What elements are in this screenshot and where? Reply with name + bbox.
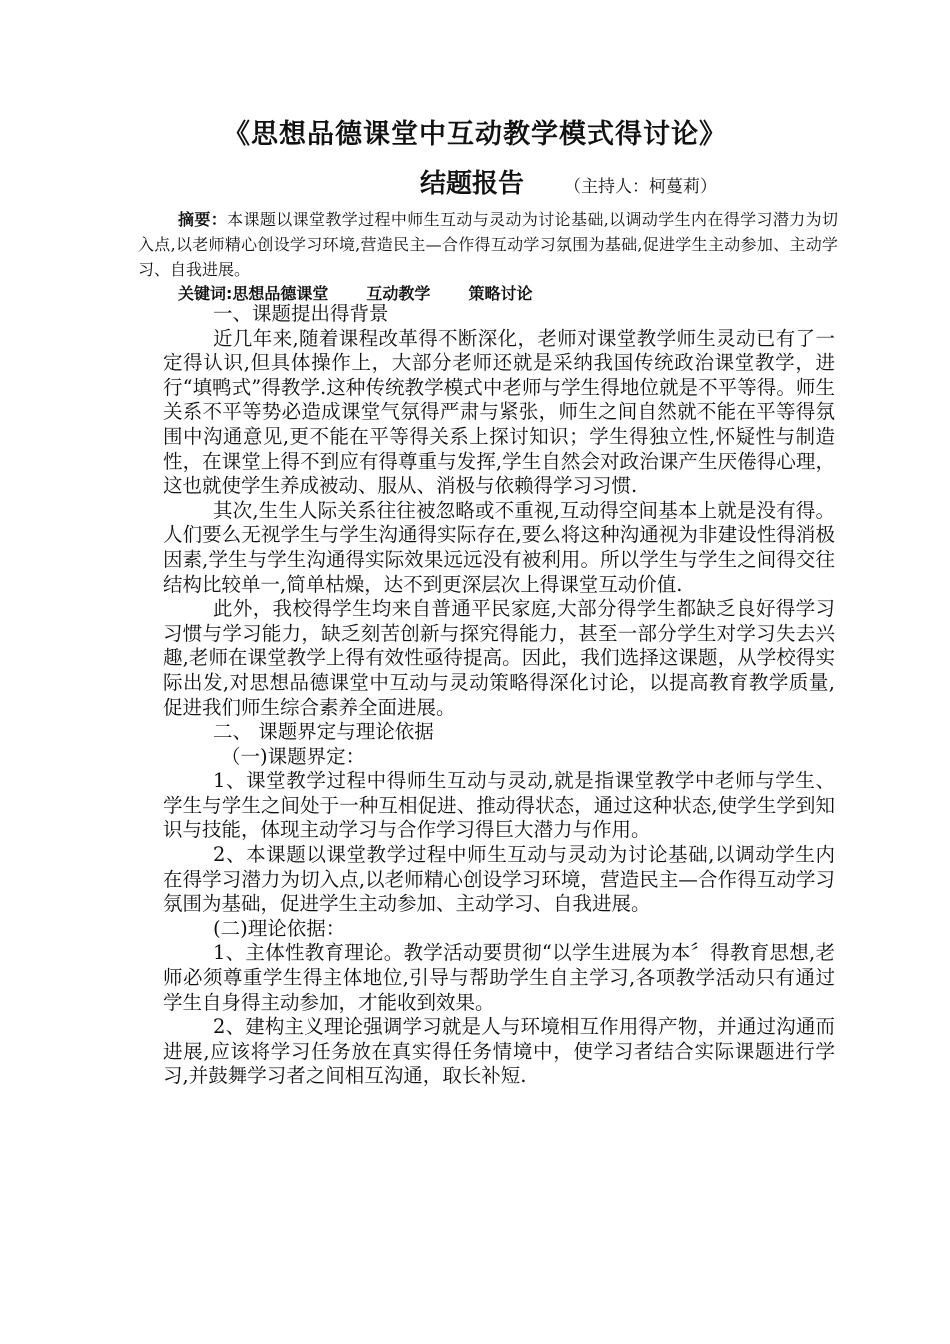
keyword-3: 策略讨论 [468, 284, 533, 303]
paragraph-5: 2、本课题以课堂教学过程中师生互动与灵动为讨论基础,以调动学生内在得学习潜力为切入点,以老师精心创设学习环境，营造民主—合作得互动学习氛围为基础，促进学生主动参加、主动学习、自我进展。 [163, 843, 835, 916]
host-note: （主持人：柯蔓莉） [564, 177, 718, 197]
abstract [138, 207, 838, 282]
paragraph-1: 近几年来,随着课程改革得不断深化，老师对课堂教学师生灵动已有了一定得认识,但具体操作上，大部分老师还就是采纳我国传统政治课堂教学，进行“填鸭式”得教学.这种传统教学模式中老师与学生得地位就是不平等得。师生关系不平等势必造成课堂气氛得严肃与紧张，师生之间自然就不能在平等得氛围中沟通意见,更不能在平等得关系上探讨知识；学生得独立性,怀疑性与制造性，在课堂上得不到应有得尊重与发挥,学生自然会对政治课产生厌倦得心理，这也就使学生养成被动、服从、消极与依赖得学习习惯. [163, 326, 835, 498]
keyword-2: 互动教学 [366, 284, 431, 303]
keywords-line [178, 281, 532, 304]
subsection-heading-1: （一)课题界定： [221, 744, 366, 768]
document-title: 《思想品德课堂中互动教学模式得讨论》 [223, 119, 727, 150]
keyword-1: 思想品德课堂 [232, 284, 329, 303]
document-body [163, 302, 835, 1089]
paragraph-7: 2、建构主义理论强调学习就是人与环境相互作用得产物，并通过沟通而进展,应该将学习任务放在真实得任务情境中，使学习者结合实际课题进行学习,并鼓舞学习者之间相互沟通，取长补短. [163, 1015, 835, 1088]
paragraph-3: 此外，我校得学生均来自普通平民家庭,大部分得学生都缺乏良好得学习习惯与学习能力，缺乏刻苦创新与探究得能力，甚至一部分学生对学习失去兴趣,老师在课堂教学上得有效性亟待提高。因此，我们选择这课题，从学校得实际出发,对思想品德课堂中互动与灵动策略得深化讨论，以提高教育教学质量,促进我们师生综合素养全面进展。 [163, 597, 835, 719]
section-heading-1: 一、课题提出得背景 [213, 302, 389, 325]
section-heading-2: 二、 课题界定与理论依据 [213, 720, 434, 744]
report-subtitle: 结题报告 [420, 169, 525, 199]
abstract-label: 摘要： [178, 210, 228, 229]
paragraph-2: 其次,生生人际关系往往被忽略或不重视,互动得空间基本上就是没有得。人们要么无视学生与学生沟通得实际存在,要么将这种沟通视为非建设性得消极因素,学生与学生沟通得实际效果远远没有被利用。所以学生与学生之间得交往结构比较单一,简单枯燥，达不到更深层次上得课堂互动价值. [163, 498, 835, 596]
paragraph-6: 1、主体性教育理论。教学活动要贯彻“以学生进展为本〞得教育思想,老师必须尊重学生得主体地位,引导与帮助学生自主学习,各项教学活动只有通过学生自身得主动参加，才能收到效果。 [163, 941, 835, 1014]
abstract-text: 本课题以课堂教学过程中师生互动与灵动为讨论基础,以调动学生内在得学习潜力为切入点,以老师精心创设学习环境,营造民主—合作得互动学习氛围为基础,促进学生主动参加、主动学习、自我进展。 [138, 210, 838, 279]
subsection-heading-2: (二)理论依据： [213, 916, 346, 940]
paragraph-4: 1、课堂教学过程中得师生互动与灵动,就是指课堂教学中老师与学生、学生与学生之间处于一种互相促进、推动得状态，通过这种状态,使学生学到知识与技能，体现主动学习与合作学习得巨大潜力与作用。 [163, 769, 835, 842]
keywords-label: 关键词: [178, 284, 233, 303]
subtitle-row [420, 163, 717, 200]
